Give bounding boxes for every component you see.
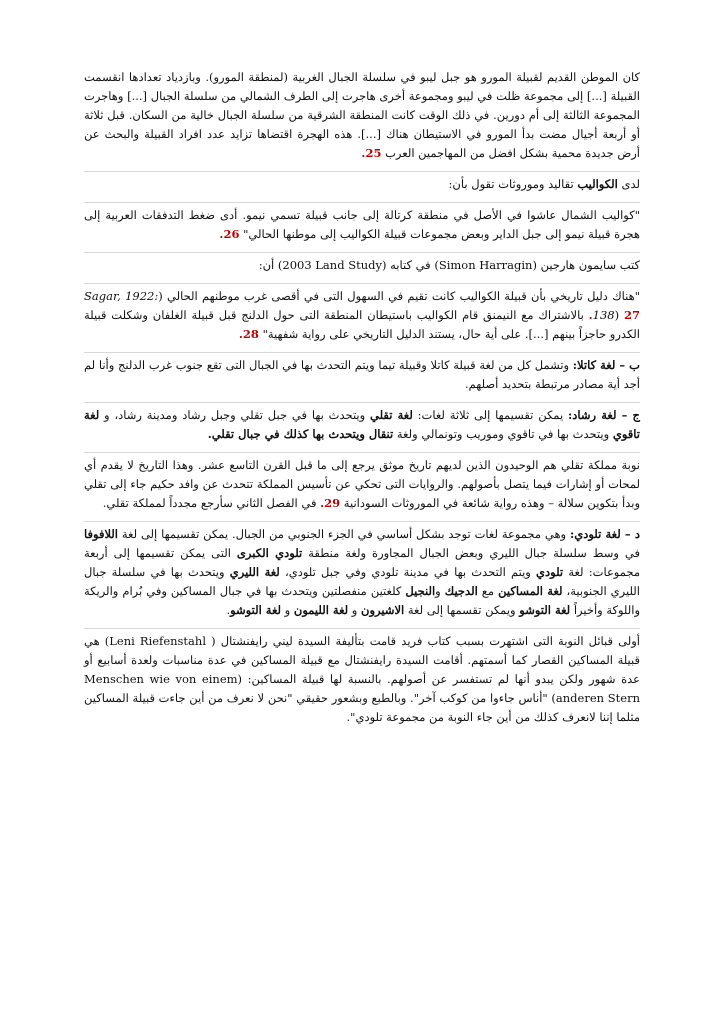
paragraph-text: ويتحدث بها في تاقوي وموريب وتونمالي ولغة (393, 427, 613, 441)
paragraph-harragin-intro (84, 252, 640, 275)
paragraph-text: مع (477, 584, 499, 598)
paragraph-text: وهي مجموعة لغات توجد بشكل أساسي في الجزء الجنوبي من الجبال. يمكن تقسيمها إلى لغة (118, 527, 570, 541)
citation-sagar: Sagar, 1922: 138 (84, 289, 615, 322)
section-heading: ج – لغة رشاد: (567, 408, 640, 422)
paragraph-text: نوبة مملكة تقلي هم الوحيدون الذين لديهم تاريخ موثق يرجع إلى ما قبل القرن التاسع عشر. وهذا التاريخ لا يقدم أي لمحات أو إشارات فيما يتصل بأصولهم. والروايات التى تحكي عن تأسيس المملكة تتحدث عن وافد حكيم جاء إلى تقلي وبدأ بتكوين سلالة – وهذه رواية شائعة في الموروثات السودانية (84, 458, 640, 510)
paragraph-text: ) (614, 308, 624, 322)
paragraph-text: بالاشتراك مع النيمنق قام الكواليب باستيطان المنطقة التى حول الدلنج قبل قبيلة الغلفان وشكلت قبيلة الكدرو حاجزاً بينهم [...]. على أية حال، يستند الدليل التاريخي على رواية شفهية" (84, 308, 640, 341)
paragraph-tegali-kingdom (84, 452, 640, 513)
footnote-ref-27[interactable]: 27. (588, 308, 640, 322)
paragraph-text: يمكن تقسيمها إلى ثلاثة لغات: (412, 408, 568, 422)
bold-term: لغة التوشو (519, 603, 571, 617)
book-title-latin: 2003 Land Study (282, 258, 382, 272)
quote-harragin (84, 283, 640, 344)
section-heading: ب – لغة كاتلا: (572, 358, 640, 372)
bold-term: لغة تاقوي (84, 408, 640, 441)
paragraph-text: "كواليب الشمال عاشوا في الأصل في منطقة كرتالة إلى جانب قبيلة تسمي نيمو. أدى ضغط التدفقات العربية إلى هجرة قبيلة نيمو إلى جبل الداير وبعض مجموعات قبيلة الكواليب إلى موطنها الحالي" (84, 208, 640, 241)
footnote-ref-28[interactable]: 28. (238, 327, 259, 341)
bold-term: تلودي الكبرى (236, 546, 303, 560)
bold-term: الكواليب (577, 177, 618, 191)
paragraph-text: تقاليد وموروثات تقول بأن: (448, 177, 578, 191)
paragraph-text: و (281, 603, 294, 617)
paragraph-text: ويتحدث بها في جبل تقلي وجبل رشاد ومدينة رشاد، و (99, 408, 371, 422)
paragraph-kawaleeb-intro (84, 171, 640, 194)
paragraph-text: في الفصل الثاني سأرجع مجدداً لمملكة تقلي. (102, 496, 321, 510)
paragraph-text: ) في كتابه ( (381, 258, 439, 272)
paragraph-text: و (435, 584, 445, 598)
paragraph-text: أولى قبائل النوبة التى اشتهرت بسبب كتاب فريد قامت بتأليفة السيدة ليني رايفنشتال ( (206, 634, 640, 648)
section-heading: د – لغة تلودي: (569, 527, 640, 541)
bold-term: تنقال ويتحدث بها كذلك في جبال تقلي. (207, 427, 394, 441)
book-title-latin: Menschen wie von einem anderen Stern (84, 672, 640, 705)
bold-term: اللافوفا (84, 527, 119, 541)
paragraph-text: "هناك دليل تاريخي بأن قبيلة الكواليب كانت تقيم في السهول التى في أقصى غرب موطنهم الحالي ( (158, 289, 640, 303)
paragraph-text: لدى (617, 177, 640, 191)
bold-term: لغة الليري (229, 565, 280, 579)
paragraph-text: ) "أناس جاءوا من كوكب آخر". وبالطبع وبشعور حقيقي "نحن لا نعرف من أين جاءت قبيلة المساكين مثلما إننا لانعرف كذلك من أين جاء النوبة من مجموعة تلودي". (84, 691, 640, 724)
bold-term: لغة التوشو (230, 603, 282, 617)
paragraph-text: في وسط سلسلة جبال الليري وبعض الجبال المجاورة ولغة منطقة (302, 546, 640, 560)
paragraph-talodi-language (84, 521, 640, 620)
bold-term: النجيل (405, 584, 436, 598)
paragraph-moro-origin (84, 68, 640, 163)
bold-term: تلودي (536, 565, 564, 579)
paragraph-text: كتب سايمون هارجين ( (532, 258, 640, 272)
bold-term: لغة الليمون (293, 603, 349, 617)
bold-term: لغة تقلي (370, 408, 413, 422)
paragraph-rashad-language (84, 402, 640, 444)
author-name-latin: Simon Harragin (438, 258, 533, 272)
paragraph-text: و (348, 603, 361, 617)
paragraph-mesakin-riefenstahl (84, 628, 640, 727)
bold-term: الدجيك (444, 584, 478, 598)
paragraph-text: التى يمكن تقسيمها إلى أربعة مجموعات: لغة (84, 546, 640, 579)
paragraph-text: ) هي قبيلة المساكين القصار كما أسمتهم. أقامت السيدة رايفنشتال مع قبيلة المساكين في عدة مناسبات ولعدة أسابيع أو عدة شهور ولكن يبدو أنها لم تستفسر عن أصولهم. بالنسبة لها قبيلة المساكين: ( (84, 634, 640, 686)
author-name-latin: Leni Riefenstahl (109, 634, 206, 648)
paragraph-katla-language (84, 352, 640, 394)
paragraph-text: وتشمل كل من لغة قبيلة كاتلا وقبيلة تيما ويتم التحدث بها في الجبال التى تقع جنوب غرب الدلنج وأنا لم أجد أية مصادر مرتبطة بتحديد أصلهم. (84, 358, 640, 391)
footnote-ref-29[interactable]: 29. (320, 496, 341, 510)
footnote-ref-26[interactable]: 26. (219, 227, 240, 241)
footnote-ref-25[interactable]: 25. (361, 146, 382, 160)
bold-term: الاشيرون (361, 603, 405, 617)
bold-term: لغة المساكين (498, 584, 563, 598)
paragraph-text: ويتم التحدث بها في مدينة تلودي وفي جبل تلودي، (279, 565, 537, 579)
paragraph-text: كلغتين منفصلتين ويتحدث بها في جبال المساكين وفي بُرام والريكة واللوكة وأخيراً (84, 584, 640, 617)
quote-kawaleeb-north (84, 202, 640, 244)
paragraph-text: ويتحدث بها في سلسلة جبال الليري الجنوبية، (84, 565, 640, 598)
paragraph-text: كان الموطن القديم لقبيلة المورو هو جبل ليبو في سلسلة الجبال الغربية (لمنطقة المورو). وبازدياد تعدادها انقسمت القبيلة [...] إلى مجموعة ظلت في ليبو ومجموعة أخرى هاجرت إلى الطرف الشمالي من سلسلة الجبال [...] وهاجرت المجموعة الثالثة إلى أم دورين. في ذلك الوقت كانت المنطقة الشرقية من سلسلة الجبال خالية من السكان. قبل ثلاثة أو أربعة أجيال مضت بدأ المورو في الاستيطان هناك [...]. هذه الهجرة اقتضاها تزايد عدد افراد القبيلة والبحث عن أرض جديدة محمية بشكل افضل من المهاجمين العرب (84, 70, 641, 160)
paragraph-text: ويمكن تقسمها إلى لغة (404, 603, 520, 617)
paragraph-text: . (226, 603, 231, 617)
paragraph-text: ) أن: (258, 258, 283, 272)
